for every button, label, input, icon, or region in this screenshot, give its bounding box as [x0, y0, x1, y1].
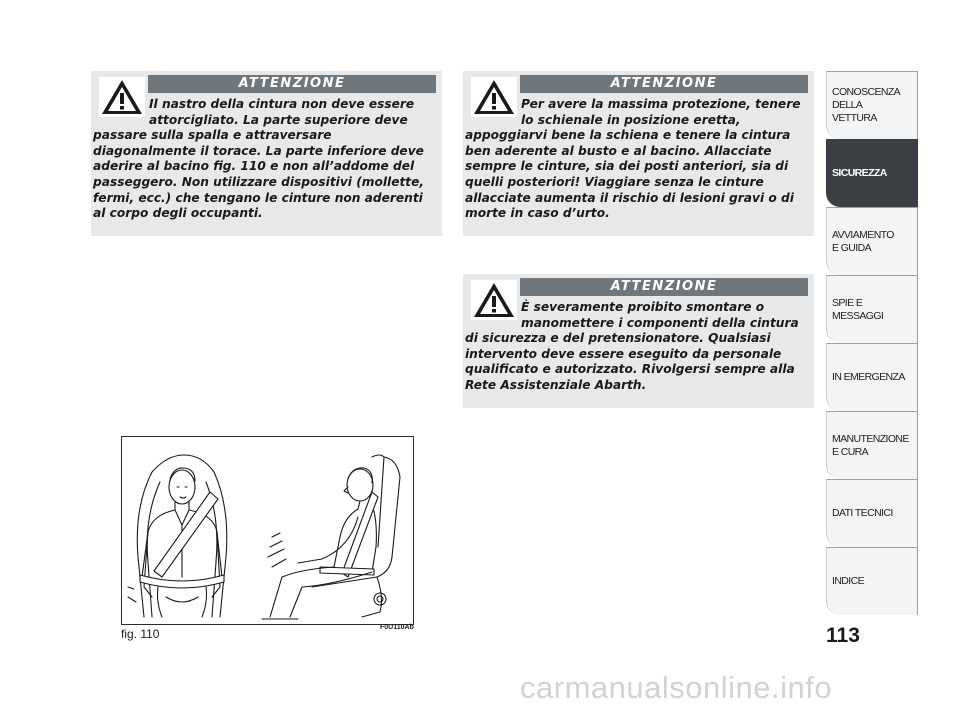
chapter-sidebar	[826, 71, 918, 615]
sidebar-tab-conoscenza[interactable]	[826, 71, 918, 139]
warning-header: ATTENZIONE	[520, 75, 808, 93]
warning-text	[465, 97, 810, 222]
warning-header: ATTENZIONE	[148, 75, 436, 93]
sidebar-tab-label: CONOSCENZA DELLA VETTURA	[832, 86, 901, 124]
figure-seatbelt-illustration	[121, 436, 414, 625]
sidebar-tab-indice[interactable]	[826, 547, 918, 615]
warning-text	[465, 300, 810, 394]
sidebar-tab-avviamento[interactable]	[826, 207, 918, 275]
sidebar-tab-dati-tecnici[interactable]	[826, 479, 918, 547]
warning-text-body: appoggiarvi bene la schiena e tenere la cintura ben aderente al busto e al bacino. Allacciate sempre le cinture, sia dei posti anteriori, sia di quelli posteriori! Viaggiare senza le cinture allacciate aumenta il rischio di lesioni gravi o di morte in caso d’urto.	[465, 128, 794, 221]
sidebar-tab-label: INDICE	[832, 575, 864, 587]
sidebar-tab-spie[interactable]	[826, 275, 918, 343]
figure-code: F0U110Ab	[380, 624, 414, 631]
figure-label: fig. 110	[121, 627, 160, 641]
sidebar-tab-label: MANUTENZIONE E CURA	[832, 432, 909, 458]
warning-header: ATTENZIONE	[520, 278, 808, 296]
warning-text-intro: Il nastro della cintura non deve essere attorcigliato. La parte superiore deve	[149, 97, 415, 127]
warning-box-protection	[463, 71, 814, 236]
sidebar-tab-label: DATI TECNICI	[832, 507, 893, 519]
sidebar-tab-label: SICUREZZA	[832, 167, 887, 179]
warning-text	[93, 97, 438, 222]
warning-text-body: passare sulla spalla e attraversare diagonalmente il torace. La parte inferiore deve aderire al bacino fig. 110 e non all’addome del passeggero. Non utilizzare dispositivi (mollette, fermi, ecc.) che tengano le cinture non aderenti al corpo degli occupanti.	[93, 128, 425, 221]
sidebar-tab-manutenzione[interactable]	[826, 411, 918, 479]
warning-text-intro: È severamente proibito smontare o manomettere i componenti della cintura	[521, 300, 799, 330]
warning-text-intro: Per avere la massima protezione, tenere lo schienale in posizione eretta,	[521, 97, 801, 127]
sidebar-tab-emergenza[interactable]	[826, 343, 918, 411]
watermark: carmanualsonline.info	[520, 670, 833, 705]
sidebar-tab-label: AVVIAMENTO E GUIDA	[832, 228, 894, 254]
warning-box-tampering	[463, 274, 814, 408]
warning-box-belt-twist	[91, 71, 442, 236]
page-number: 113	[826, 624, 860, 647]
sidebar-tab-label: SPIE E MESSAGGI	[832, 296, 884, 322]
sidebar-tab-label: IN EMERGENZA	[832, 371, 905, 383]
seatbelt-drawing	[122, 437, 413, 624]
warning-text-body: di sicurezza e del pretensionatore. Qualsiasi intervento deve essere eseguito da personale qualificato e autorizzato. Rivolgersi sempre alla Rete Assistenziale Abarth.	[465, 331, 795, 392]
sidebar-tab-sicurezza[interactable]	[826, 139, 918, 207]
